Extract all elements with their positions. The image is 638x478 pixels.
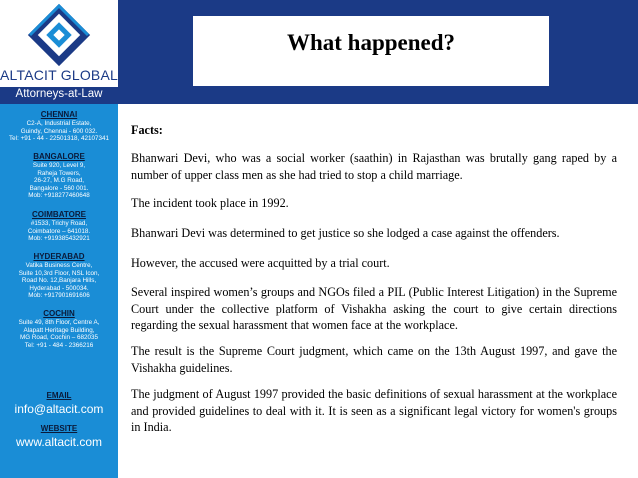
office-phone: Tel: +91 - 44 - 22501318, 42107341 [9, 135, 109, 143]
office-address-line: Suite 49, 8th Floor, Centre A, [18, 319, 100, 326]
office-address-line: #1533, Trichy Road, [30, 220, 88, 227]
office-hyderabad [0, 252, 118, 300]
office-phone: Mob: +919385432921 [28, 235, 90, 243]
office-phone: Mob: +918277460648 [28, 192, 90, 200]
facts-heading: Facts: [131, 123, 163, 137]
office-city: COIMBATORE [32, 210, 86, 219]
office-phone: Mob: +917901691606 [28, 292, 90, 300]
office-address-line: Road No. 12,Banjara Hills, [21, 277, 97, 285]
office-address-line: Bangalore - 560 001. [29, 184, 89, 192]
office-city: HYDERABAD [33, 252, 85, 261]
title-box [193, 16, 549, 86]
website-link[interactable]: www.altacit.com [15, 435, 103, 449]
office-city: BANGALORE [33, 152, 85, 161]
office-bangalore [0, 152, 118, 200]
office-address-line: C2-A, Industrial Estate, [26, 120, 92, 127]
office-address-line: Coimbatore – 641018. [27, 227, 91, 235]
paragraph: The incident took place in 1992. [131, 196, 289, 210]
paragraph: However, the accused were acquitted by a trial court. [131, 256, 390, 270]
logo-name: ALTACIT GLOBAL [0, 67, 118, 83]
altacit-logo-icon [22, 2, 96, 68]
office-address-line: Hyderabad - 500034. [29, 284, 89, 292]
office-address-line: 26-27, M.G Road, [33, 177, 85, 185]
office-address-line: Suite 920, Level 9, [32, 162, 86, 169]
paragraph: The result is the Supreme Court judgment, which came on the 13th August 1997, and gave the Vishakha guidelines. [131, 344, 617, 375]
office-city: COCHIN [43, 309, 75, 318]
website-label: WEBSITE [40, 424, 78, 433]
office-city: CHENNAI [40, 110, 78, 119]
office-chennai [0, 110, 118, 143]
office-address-line: Suite 10,3rd Floor, NSL Icon, [18, 269, 100, 277]
paragraph: Bhanwari Devi, who was a social worker (saathin) in Rajasthan was brutally gang raped by a number of upper class men as she had tried to stop a child marriage. [131, 151, 617, 182]
logo-tagline: Attorneys-at-Law [15, 88, 103, 100]
office-address-line: Alapatt Heritage Building, [23, 326, 95, 334]
office-address-line: MG Road, Cochin – 682035 [19, 334, 99, 342]
sidebar [0, 104, 118, 478]
office-phone: Tel: +91 - 484 - 2366216 [24, 341, 94, 349]
paragraph: Several inspired women’s groups and NGOs filed a PIL (Public Interest Litigation) in the Supreme Court under the collective platform of Vishakha asking the court to give certain directions regarding the sexual harassment that women face at the workplace. [131, 285, 617, 332]
email-label: EMAIL [46, 391, 72, 400]
office-address-line: Raheja Towers, [37, 169, 81, 177]
office-coimbatore [0, 210, 118, 243]
logo-block [0, 0, 118, 104]
paragraph: The judgment of August 1997 provided the basic definitions of sexual harassment at the workplace and provided guidelines to deal with it. It is seen as a significant legal victory for women's groups in India. [131, 387, 617, 434]
office-address-line: Vatika Business Centre, [25, 262, 93, 269]
office-address-line: Guindy, Chennai - 600 032. [20, 127, 98, 135]
email-link[interactable]: info@altacit.com [14, 402, 104, 416]
paragraph: Bhanwari Devi was determined to get justice so she lodged a case against the offenders. [131, 226, 560, 240]
page-title: What happened? [286, 30, 456, 55]
office-cochin [0, 309, 118, 349]
logo-tagline-bar [0, 87, 118, 104]
